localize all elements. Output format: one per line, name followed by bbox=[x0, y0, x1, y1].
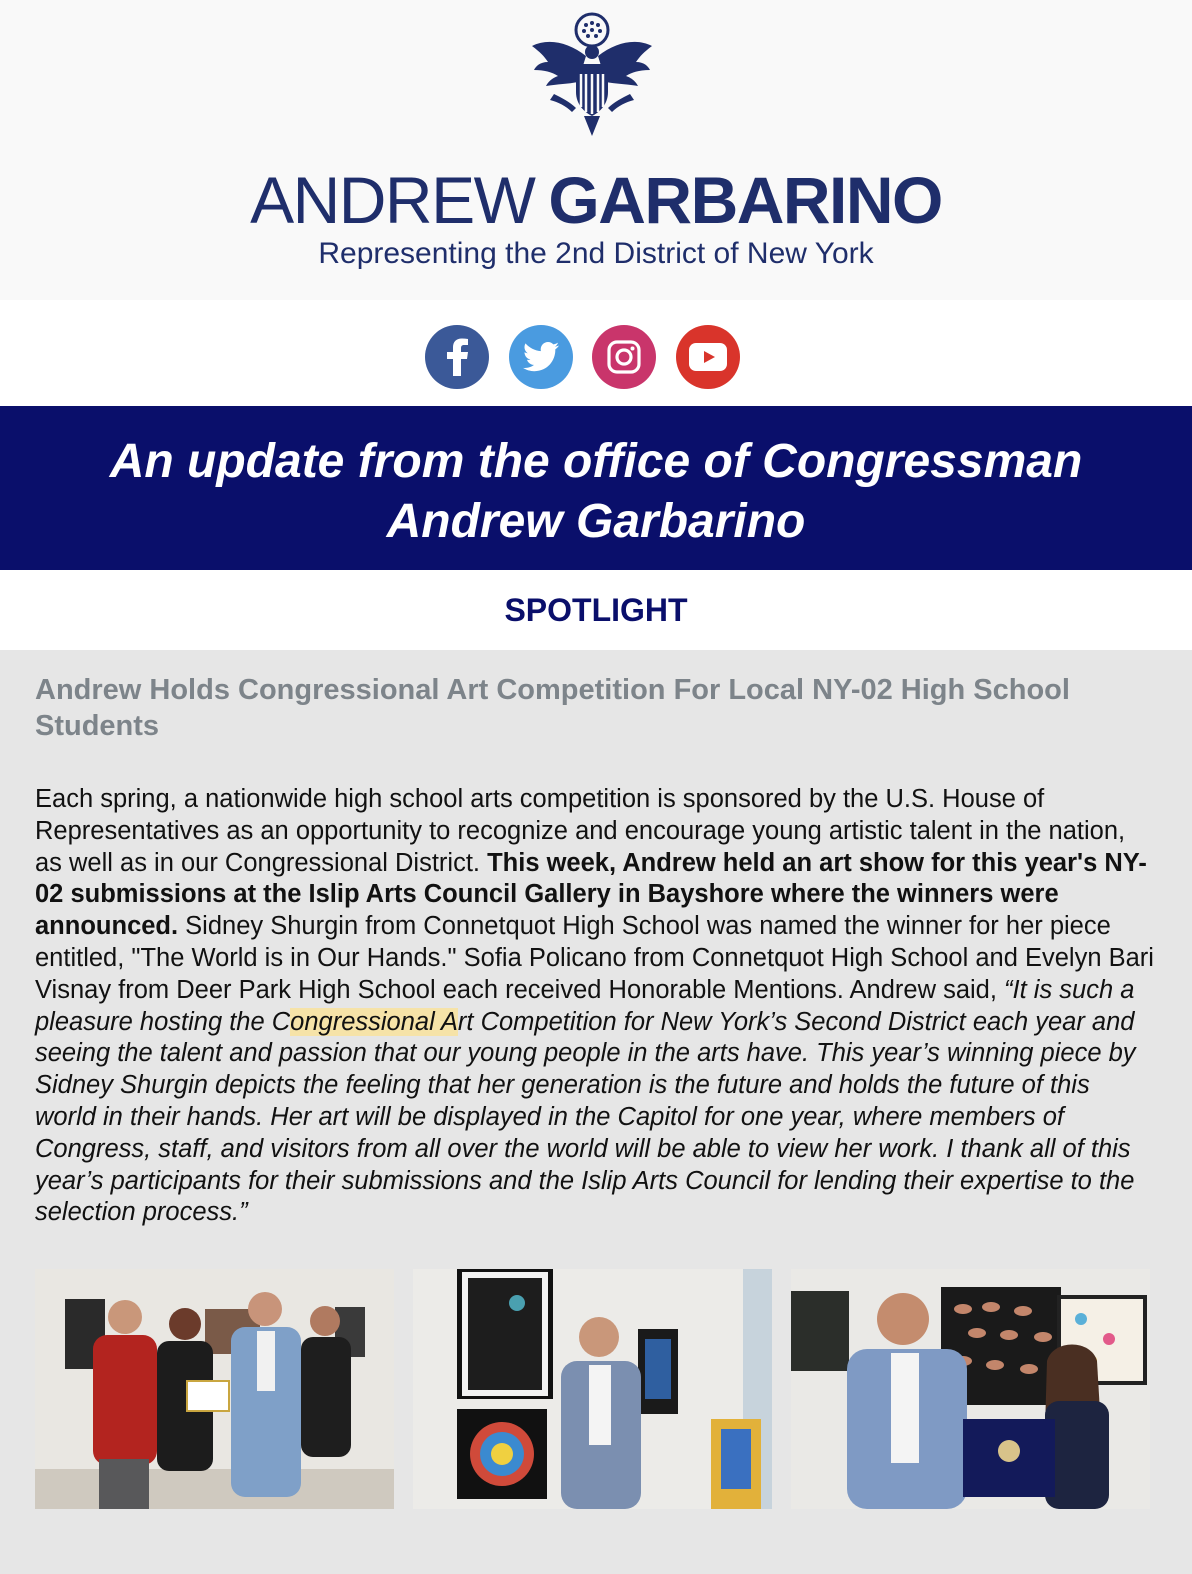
instagram-icon bbox=[607, 340, 641, 374]
great-seal-eagle-icon bbox=[526, 12, 658, 136]
article-headline: Andrew Holds Congressional Art Competition For Local NY-02 High School Students bbox=[35, 674, 1070, 742]
facebook-button[interactable] bbox=[425, 325, 489, 389]
section-label: SPOTLIGHT bbox=[0, 570, 1192, 650]
update-banner bbox=[0, 406, 1192, 570]
district-tagline: Representing the 2nd District of New York bbox=[318, 237, 874, 270]
masthead bbox=[0, 0, 1192, 300]
youtube-icon bbox=[689, 343, 727, 371]
quote bbox=[35, 976, 1136, 1227]
quote-start: “It is such a pleasure hosting the C bbox=[35, 975, 1135, 1036]
banner-line-1: An update from the office of Congressman bbox=[109, 435, 1083, 488]
photo-group-with-certificate[interactable] bbox=[35, 1269, 394, 1509]
body-bold: This week, Andrew held an art show for this year's NY-02 submissions at the Islip Arts Council Gallery in Bayshore where the winners were announced. bbox=[35, 848, 1147, 941]
body-middle: Sidney Shurgin from Connetquot High School was named the winner for her piece entitled, "The World is in Our Hands." Sofia Policano from Connetquot High School and Evelyn Bari Visnay from Deer Park High School each received Honorable Mentions. Andrew said, bbox=[35, 912, 1154, 1004]
article-body bbox=[35, 784, 1155, 1229]
photo-row bbox=[35, 1269, 1157, 1509]
instagram-button[interactable] bbox=[592, 325, 656, 389]
body-intro: Each spring, a nationwide high school arts competition is sponsored by the U.S. House of Representatives as an opportunity to recognize and encourage young artistic talent in the nation, as well as in our Congressional District. bbox=[35, 785, 1126, 877]
banner-line-2: Andrew Garbarino bbox=[386, 495, 806, 548]
name-last: GARBARINO bbox=[548, 163, 942, 237]
twitter-icon bbox=[523, 342, 559, 372]
youtube-button[interactable] bbox=[676, 325, 740, 389]
quote-highlight: ongressional A bbox=[290, 1007, 458, 1036]
facebook-icon bbox=[445, 338, 469, 376]
name-first: ANDREW bbox=[250, 163, 535, 237]
twitter-button[interactable] bbox=[509, 325, 573, 389]
banner-title bbox=[0, 432, 1192, 552]
photo-andrew-in-gallery[interactable] bbox=[413, 1269, 772, 1509]
photo-andrew-presenting-award[interactable] bbox=[791, 1269, 1150, 1509]
article bbox=[0, 650, 1192, 1574]
social-links bbox=[0, 300, 1192, 406]
congressman-name-logo bbox=[0, 160, 1192, 240]
quote-end: rt Competition for New York’s Second District each year and seeing the talent and passion that our young people in the arts have. This year’s winning piece by Sidney Shurgin depicts the feeling that her generation is the future and holds the future of this world in their hands. Her art will be displayed in the Capitol for one year, where members of Congress, staff, and visitors from all over the world will be able to view her work. I thank all of this year’s participants for their submissions and the Islip Arts Council for lending their expertise to the selection process.” bbox=[35, 1007, 1136, 1227]
